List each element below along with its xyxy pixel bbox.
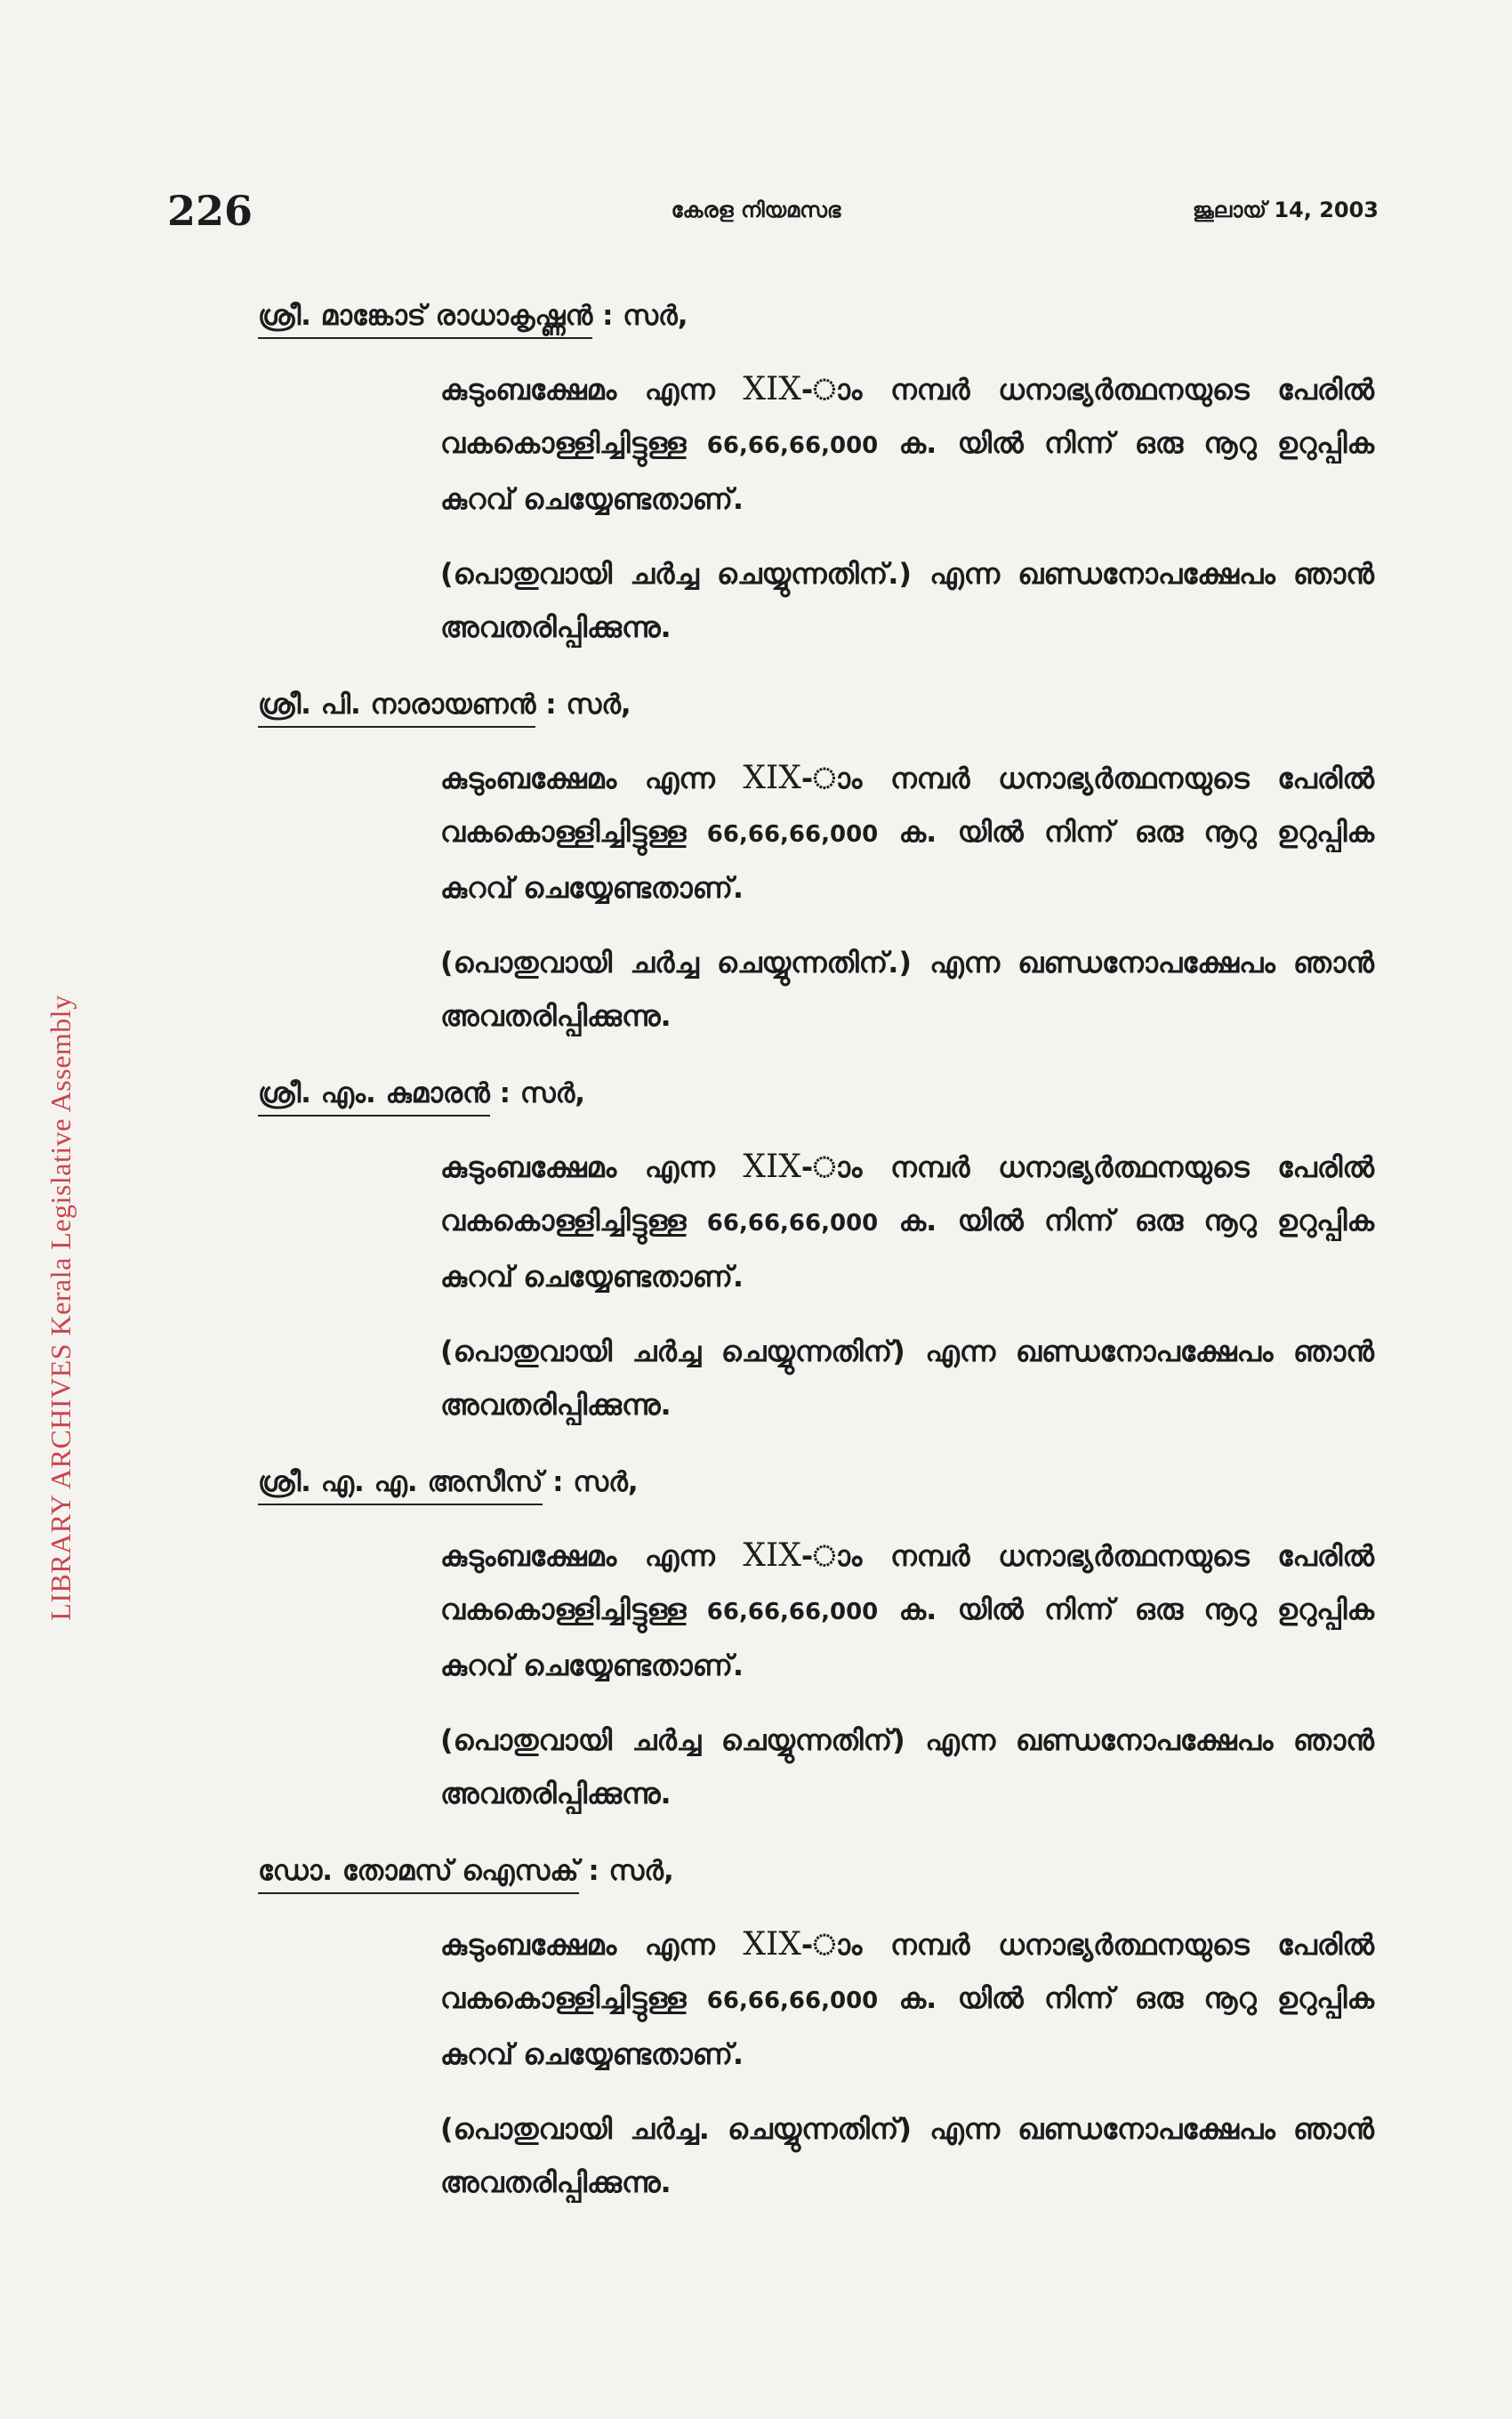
amount: 66,66,66,000: [706, 1988, 879, 2014]
speaker-name: ശ്രീ. എം. കുമാരൻ: [258, 1076, 490, 1117]
amount: 66,66,66,000: [706, 432, 879, 459]
speaker-line: [258, 687, 631, 728]
motion-statement: (പൊതുവായി ചർച്ച ചെയ്യുന്നതിന്.) എന്ന ഖണ്ഡനോപക്ഷേപം ഞാൻ അവതരിപ്പിക്കുന്നു.: [440, 946, 1374, 1033]
amount: 66,66,66,000: [706, 1599, 879, 1625]
motion-text: ക. യിൽ നിന്ന് ഒരു നൂറു ഉറുപ്പിക കുറവ് ചെയ്യേണ്ടതാണ്.: [440, 1204, 1374, 1294]
speaker-line: [258, 1076, 585, 1117]
motion-paragraph: [440, 1141, 1374, 1303]
motion-paragraph: [440, 363, 1374, 526]
motion-paragraph: [440, 1529, 1374, 1692]
motion-text: -ാം നമ്പർ ധനാഭ്യർത്ഥനയുടെ പേരിൽ വകകൊള്ളിച്ചിട്ടുള്ള: [440, 373, 1374, 460]
motion-text: -ാം നമ്പർ ധനാഭ്യർത്ഥനയുടെ പേരിൽ വകകൊള്ളിച്ചിട്ടുള്ള: [440, 762, 1374, 849]
page-header-date: ജൂലായ് 14, 2003: [1192, 198, 1379, 222]
speaker-suffix: : സർ,: [489, 1077, 586, 1109]
speaker-name: ശ്രീ. മാങ്കോട് രാധാകൃഷ്ണൻ: [258, 298, 592, 339]
speaker-name: ഡോ. തോമസ് ഐസക്: [258, 1853, 579, 1894]
motion-text: ക. യിൽ നിന്ന് ഒരു നൂറു ഉറുപ്പിക കുറവ് ചെയ്യേണ്ടതാണ്.: [440, 1593, 1374, 1682]
motion-text: -ാം നമ്പർ ധനാഭ്യർത്ഥനയുടെ പേരിൽ വകകൊള്ളിച്ചിട്ടുള്ള: [440, 1539, 1374, 1626]
demand-number: XIX: [743, 1926, 801, 1963]
motion-statement: (പൊതുവായി ചർച്ച ചെയ്യുന്നതിന്) എന്ന ഖണ്ഡനോപക്ഷേപം ഞാൻ അവതരിപ്പിക്കുന്നു.: [440, 1334, 1374, 1422]
demand-number: XIX: [743, 1537, 801, 1574]
motion-text: ക. യിൽ നിന്ന് ഒരു നൂറു ഉറുപ്പിക കുറവ് ചെയ്യേണ്ടതാണ്.: [440, 1981, 1374, 2071]
speaker-suffix: : സർ,: [592, 300, 688, 332]
demand-number: XIX: [743, 371, 801, 407]
speaker-name: ശ്രീ. പി. നാരായണൻ: [258, 687, 535, 728]
motion-statement: (പൊതുവായി ചർച്ച ചെയ്യുന്നതിന്.) എന്ന ഖണ്ഡനോപക്ഷേപം ഞാൻ അവതരിപ്പിക്കുന്നു.: [440, 557, 1374, 644]
motion-text: ക. യിൽ നിന്ന് ഒരു നൂറു ഉറുപ്പിക കുറവ് ചെയ്യേണ്ടതാണ്.: [440, 426, 1374, 516]
motion-paragraph: [440, 752, 1374, 915]
amount: 66,66,66,000: [706, 821, 879, 848]
motion-paragraph: [440, 1918, 1374, 2081]
page-header-title: കേരള നിയമസഭ: [671, 198, 841, 222]
speaker-name: ശ്രീ. എ. എ. അസീസ്: [258, 1464, 543, 1505]
motion-text: -ാം നമ്പർ ധനാഭ്യർത്ഥനയുടെ പേരിൽ വകകൊള്ളിച്ചിട്ടുള്ള: [440, 1150, 1374, 1238]
motion-text: കുടുംബക്ഷേമം എന്ന: [440, 1150, 744, 1184]
demand-number: XIX: [743, 760, 801, 796]
motion-statement: (പൊതുവായി ചർച്ച ചെയ്യുന്നതിന്) എന്ന ഖണ്ഡനോപക്ഷേപം ഞാൻ അവതരിപ്പിക്കുന്നു.: [440, 1723, 1374, 1810]
motion-statement: (പൊതുവായി ചർച്ച. ചെയ്യുന്നതിന്) എന്ന ഖണ്ഡനോപക്ഷേപം ഞാൻ അവതരിപ്പിക്കുന്നു.: [440, 2112, 1374, 2199]
motion-text: കുടുംബക്ഷേമം എന്ന: [440, 373, 744, 407]
side-watermark: LIBRARY ARCHIVES Kerala Legislative Assembly: [44, 995, 76, 1621]
motion-text: കുടുംബക്ഷേമം എന്ന: [440, 1539, 744, 1573]
speaker-suffix: : സർ,: [535, 689, 631, 721]
amount: 66,66,66,000: [706, 1210, 879, 1237]
speaker-line: [258, 1853, 674, 1894]
speaker-line: [258, 298, 688, 339]
speaker-suffix: : സർ,: [578, 1855, 674, 1887]
motion-text: ക. യിൽ നിന്ന് ഒരു നൂറു ഉറുപ്പിക കുറവ് ചെയ്യേണ്ടതാണ്.: [440, 815, 1374, 905]
page-number: 226: [167, 187, 253, 235]
demand-number: XIX: [743, 1149, 801, 1185]
motion-text: -ാം നമ്പർ ധനാഭ്യർത്ഥനയുടെ പേരിൽ വകകൊള്ളിച്ചിട്ടുള്ള: [440, 1928, 1374, 2015]
motion-text: കുടുംബക്ഷേമം എന്ന: [440, 762, 744, 795]
speaker-suffix: : സർ,: [543, 1466, 639, 1498]
motion-text: കുടുംബക്ഷേമം എന്ന: [440, 1928, 744, 1962]
speaker-line: [258, 1464, 639, 1505]
